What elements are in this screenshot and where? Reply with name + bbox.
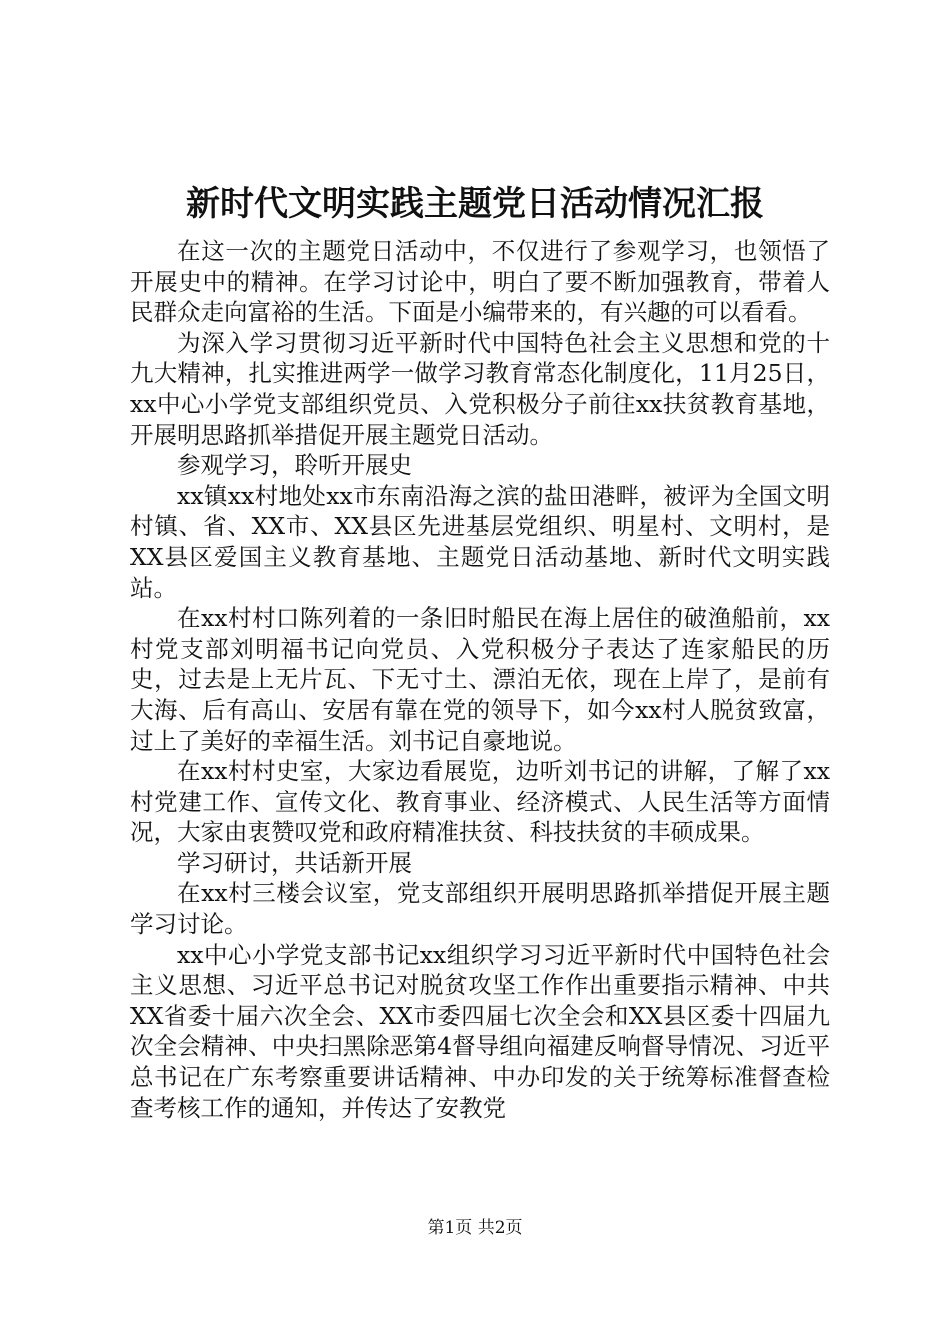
paragraph-boat-history: 在xx村村口陈列着的一条旧时船民在海上居住的破渔船前，xx村党支部刘明福书记向党员、入党积极分子表达了连家船民的历史，过去是上无片瓦、下无寸土、漂泊无依，现在上岸了，是前有大海、后有高山、安居有靠在党的领导下，如今xx村人脱贫致富，过上了美好的幸福生活。刘书记自豪地说。 [130,604,830,755]
document-body [130,236,830,1123]
section-heading-visit: 参观学习，聆听开展史 [177,451,412,480]
paragraph-background: 为深入学习贯彻习近平新时代中国特色社会主义思想和党的十九大精神，扎实推进两学一做学习教育常态化制度化，11月25日，xx中心小学党支部组织党员、入党积极分子前往xx扶贫教育基地，开展明思路抓举措促开展主题党日活动。 [130,328,830,449]
paragraph-intro: 在这一次的主题党日活动中，不仅进行了参观学习，也领悟了开展史中的精神。在学习讨论中，明白了要不断加强教育，带着人民群众走向富裕的生活。下面是小编带来的，有兴趣的可以看看。 [130,237,830,327]
document-title: 新时代文明实践主题党日活动情况汇报 [186,184,764,224]
paragraph-meeting: 在xx村三楼会议室，党支部组织开展明思路抓举措促开展主题学习讨论。 [130,879,830,939]
paragraph-village-history-room: 在xx村村史室，大家边看展览，边听刘书记的讲解，了解了xx村党建工作、宣传文化、教育事业、经济模式、人民生活等方面情况，大家由衷赞叹党和政府精准扶贫、科技扶贫的丰硕成果。 [130,757,830,847]
paragraph-study-content: xx中心小学党支部书记xx组织学习习近平新时代中国特色社会主义思想、习近平总书记对脱贫攻坚工作作出重要指示精神、中共XX省委十届六次全会、XX市委四届七次全会和XX县区委十四届九次全会精神、中央扫黑除恶第4督导组向福建反响督导情况、习近平总书记在广东考察重要讲话精神、中办印发的关于统筹标准督查检查考核工作的通知，并传达了安教党 [130,940,830,1122]
paragraph-village-intro: xx镇xx村地处xx市东南沿海之滨的盐田港畔，被评为全国文明村镇、省、XX市、XX县区先进基层党组织、明星村、文明村，是XX县区爱国主义教育基地、主题党日活动基地、新时代文明实践站。 [130,481,830,602]
page-footer: 第1页 共2页 [427,1218,523,1238]
section-heading-study: 学习研讨，共话新开展 [177,848,412,877]
